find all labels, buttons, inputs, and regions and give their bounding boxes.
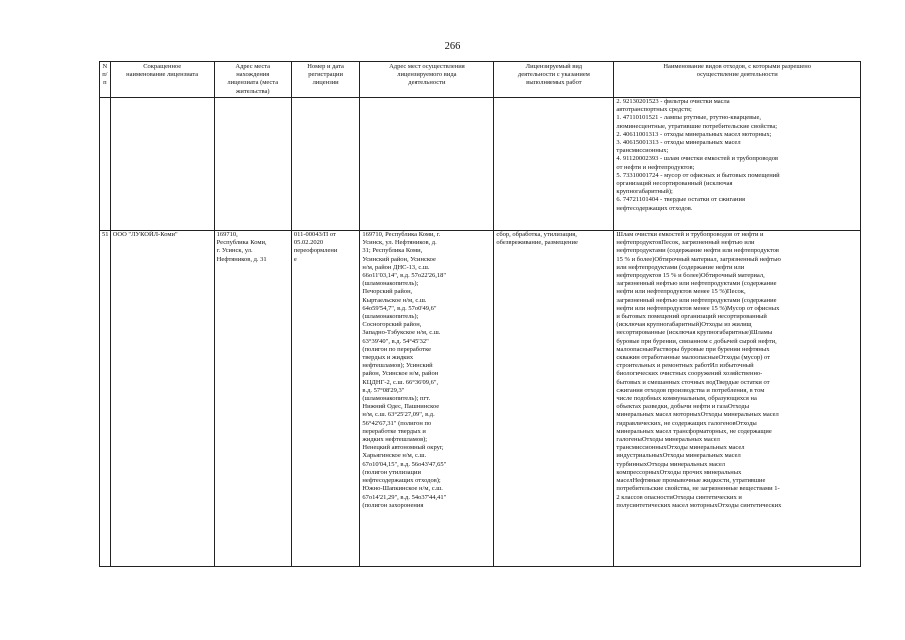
text-line: (исключая крупногабаритный)Отходы из жилищ — [616, 321, 752, 329]
text-line: 169710, Республика Коми, г. — [362, 231, 441, 238]
text-line: потребительские свойства, не загрязненные веществами 1- — [616, 485, 780, 493]
text-line: 2. 40611001313 - отходы минеральных масел моторных; — [616, 130, 772, 138]
text-line: загрязненный нефтью или нефтепродуктами (содержание — [616, 280, 777, 288]
text-line: Шлам очистки емкостей и трубопроводов от нефти и — [616, 231, 764, 238]
header-licensee — [110, 62, 214, 98]
text-line: п/ — [102, 71, 108, 79]
text-line: выполняемых работ — [526, 79, 582, 87]
text-line: осуществление деятельности — [696, 71, 778, 79]
text-line: нефтесодержащих отходов. — [616, 204, 693, 212]
cell-license — [291, 231, 360, 567]
text-line: Номер и дата — [307, 63, 344, 70]
text-line: нефтепродуктами (содержание нефти или нефтепродуктов — [616, 247, 779, 255]
text-line: 6. 74721101404 - твердые остатки от сжигания — [616, 196, 745, 204]
text-line: переработке твердых и — [362, 427, 426, 435]
text-line: несортированные (исключая крупногабаритные)Шламы — [616, 329, 773, 337]
text-line: и бытовых помещений организаций несортированный — [616, 313, 767, 321]
text-line: 011-00043/П от — [293, 231, 336, 238]
cell-waste-continued — [614, 98, 861, 231]
text-line: Печорский район, — [362, 288, 413, 296]
text-line: нахождения — [236, 71, 270, 79]
text-line: сбор, обработка, утилизация, — [496, 231, 577, 238]
text-line: переоформлени — [293, 247, 338, 255]
text-line: объектах разведки, добычи нефти и газаОтходы — [616, 403, 750, 411]
cell-empty — [291, 98, 360, 231]
text-line: нефти или нефтепродуктов менее 15 %)Мусор от офисных — [616, 304, 780, 312]
text-line: трансмиссионных; — [616, 147, 669, 155]
text-line: нефти или нефтепродуктов менее 15 %)Песок, — [616, 288, 746, 296]
cell-activity — [494, 231, 614, 567]
cell-empty — [494, 98, 614, 231]
text-line: минеральных масел моторныхОтходы минеральных масел — [616, 411, 779, 419]
text-line: жидких нефтешламов); — [362, 436, 428, 444]
text-line: нефтесодержащих отходов); — [362, 477, 441, 485]
text-line: Харьягинское н/м, с.ш. — [362, 452, 427, 460]
text-line: скважин отработанные малоопасныеОтходы (мусор) от — [616, 354, 771, 362]
text-line: лицензиата (места — [227, 79, 279, 87]
text-line: 64о59'54,7", в.д. 57о0'49,6" — [362, 304, 437, 312]
text-line: сжигания отходов производства и потребления, в том — [616, 386, 765, 394]
text-line: (полигон утилизации — [362, 468, 421, 476]
cell-empty — [214, 98, 291, 231]
text-line: организаций несортированный (исключая — [616, 180, 733, 188]
text-line: г. Усинск, ул. — [216, 247, 253, 255]
text-line: в.д. 57°08'29,3" — [362, 386, 405, 394]
text-line: КЦДНГ-2, с.ш. 66°36'09,6", — [362, 378, 439, 386]
header-number — [100, 62, 111, 98]
text-line: 2. 92130201523 - фильтры очистки масла — [616, 98, 730, 105]
cell-empty — [100, 98, 111, 231]
text-line: Западно-Тэбукское н/м, с.ш. — [362, 329, 441, 337]
license-register-table — [99, 61, 861, 567]
text-line: п — [103, 79, 107, 87]
text-line: 169710, — [216, 231, 238, 238]
text-line: N — [102, 63, 108, 70]
text-line: (шламонакопитель); пгт. — [362, 395, 431, 403]
header-activity — [494, 62, 614, 98]
text-line: Сосногорский район, — [362, 321, 422, 329]
text-line: 31; Республика Коми, — [362, 247, 423, 255]
text-line: автотранспортных средств; — [616, 106, 692, 114]
table-row-continuation — [100, 98, 861, 231]
text-line: полусинтетических масел моторныхОтходы синтетических — [616, 501, 782, 509]
text-line: 67о14'21,29", в.д. 54о37'44,41" — [362, 493, 447, 501]
text-line: биологических очистных сооружений хозяйственно- — [616, 370, 763, 378]
text-line: Усинский район, Усинское — [362, 255, 436, 263]
text-line: н/м, район ДНС-13, с.ш. — [362, 263, 430, 271]
text-line: Наименование видов отходов, с которыми разрешено — [663, 63, 812, 70]
header-license — [291, 62, 360, 98]
text-line: нефтепродуктов 15 % и более)Обтирочный материал, — [616, 272, 765, 280]
text-line: Адрес мест осуществления — [389, 63, 465, 70]
text-line: жительства) — [235, 87, 270, 95]
text-line: 2 классов опасностиОтходы синтетических и — [616, 493, 742, 501]
text-line: Нефтяников, д. 31 — [216, 255, 267, 263]
text-line: Ненецкий автономный округ, — [362, 444, 444, 452]
text-line: лицензируемого вида — [397, 71, 457, 79]
text-line: Кыртаельское н/м, с.ш. — [362, 296, 427, 304]
text-line: деятельности с указанием — [517, 71, 590, 79]
text-line: наименование лицензиата — [126, 71, 199, 79]
text-line: лицензии — [312, 79, 339, 87]
table-header-row — [100, 62, 861, 98]
cell-address — [214, 231, 291, 567]
text-line: (шламонакопитель); — [362, 313, 419, 321]
text-line: Сокращенное — [143, 63, 182, 70]
text-line: район, Усинское н/м, район — [362, 370, 439, 378]
text-line: индустриальныхОтходы минеральных масел — [616, 452, 741, 460]
cell-licensee: ООО "ЛУКОЙЛ-Коми" — [110, 231, 214, 567]
text-line: (шламонакопитель); — [362, 280, 419, 288]
text-line: 56°42'67,31" (полигон по — [362, 419, 432, 427]
page-number: 266 — [444, 41, 461, 52]
header-waste-types — [614, 62, 861, 98]
text-line: бытовых и смешанных сточных водТвердые остатки от — [616, 378, 770, 386]
text-line: трансмиссионныхОтходы минеральных масел — [616, 444, 745, 452]
text-line: гидравлических, не содержащих галогеновОтходы — [616, 419, 757, 427]
text-line: (полигон захоронения — [362, 501, 424, 509]
text-line: е — [293, 255, 297, 263]
text-line: галогеныОтходы минеральных масел — [616, 436, 720, 444]
text-line: 4. 91120002393 - шлам очистки емкостей и трубопроводов — [616, 155, 779, 163]
text-line: строительных и ремонтных работИл избыточный — [616, 362, 754, 370]
text-line: компрессорныхОтходы прочих минеральных — [616, 468, 742, 476]
cell-empty — [110, 98, 214, 231]
text-line: Усинск, ул. Нефтяников, д. — [362, 239, 437, 247]
text-line: деятельности — [408, 79, 446, 87]
text-line: минеральных масел трансформаторных, не содержащие — [616, 427, 772, 435]
text-line: нефтепродуктовПесок, загрязненный нефтью или — [616, 239, 755, 247]
cell-places — [360, 231, 494, 567]
text-line: 5. 73310001724 - мусор от офисных и бытовых помещений — [616, 171, 780, 179]
text-line: крупногабаритный); — [616, 188, 673, 196]
text-line: буровые при бурении, связанном с добычей сырой нефти, — [616, 337, 777, 345]
text-line: загрязненный нефтью или нефтепродуктами (содержание — [616, 296, 777, 304]
text-line: турбинныхОтходы минеральных масел — [616, 460, 726, 468]
table-row — [100, 231, 861, 567]
text-line: обезвреживание, размещение — [496, 239, 578, 247]
text-line: или нефтепродуктами (содержание нефти или — [616, 263, 745, 271]
text-line: маселНефтяные промывочные жидкости, утратившие — [616, 477, 766, 485]
text-line: 67о10'04,15", в.д. 56о43'47,65" — [362, 460, 447, 468]
text-line: числе подобных коммунальным, образующихся на — [616, 395, 757, 403]
text-line: люминесцентные, утратившие потребительские свойства; — [616, 122, 778, 130]
cell-empty — [360, 98, 494, 231]
text-line: 66о11'03,14", в.д. 57о22'26,18" — [362, 272, 447, 280]
text-line: 63°39'40", в.д. 54°45'32" — [362, 337, 429, 345]
text-line: Республика Коми, — [216, 239, 267, 247]
header-address — [214, 62, 291, 98]
text-line: 1. 47110101521 - лампы ртутные, ртутно-кварцевые, — [616, 114, 762, 122]
text-line: твердых и жидких — [362, 354, 414, 362]
text-line: малоопасныеРастворы буровые при бурении нефтяных — [616, 345, 770, 353]
text-line: Лицензируемый вид — [525, 63, 583, 70]
text-line: нефтешламов); Усинский — [362, 362, 433, 370]
cell-waste-types — [614, 231, 861, 567]
text-line: Нижний Одес, Пашнинское — [362, 403, 440, 411]
text-line: от нефти и нефтепродуктов; — [616, 163, 695, 171]
text-line: Южно-Шапкинское н/м, с.ш. — [362, 485, 443, 493]
text-line: 3. 40615001313 - отходы минеральных масел — [616, 139, 741, 147]
text-line: н/м, с.ш. 63°25'27,09", в.д. — [362, 411, 435, 419]
text-line: 15 % и более)Обтирочный материал, загрязненный нефтью — [616, 255, 781, 263]
header-places — [360, 62, 494, 98]
cell-row-number: 51 — [100, 231, 111, 567]
text-line: 05.02.2020 — [293, 239, 324, 247]
text-line: регистрации — [308, 71, 343, 79]
text-line: Адрес места — [235, 63, 271, 70]
text-line: (полигон по переработке — [362, 345, 431, 353]
